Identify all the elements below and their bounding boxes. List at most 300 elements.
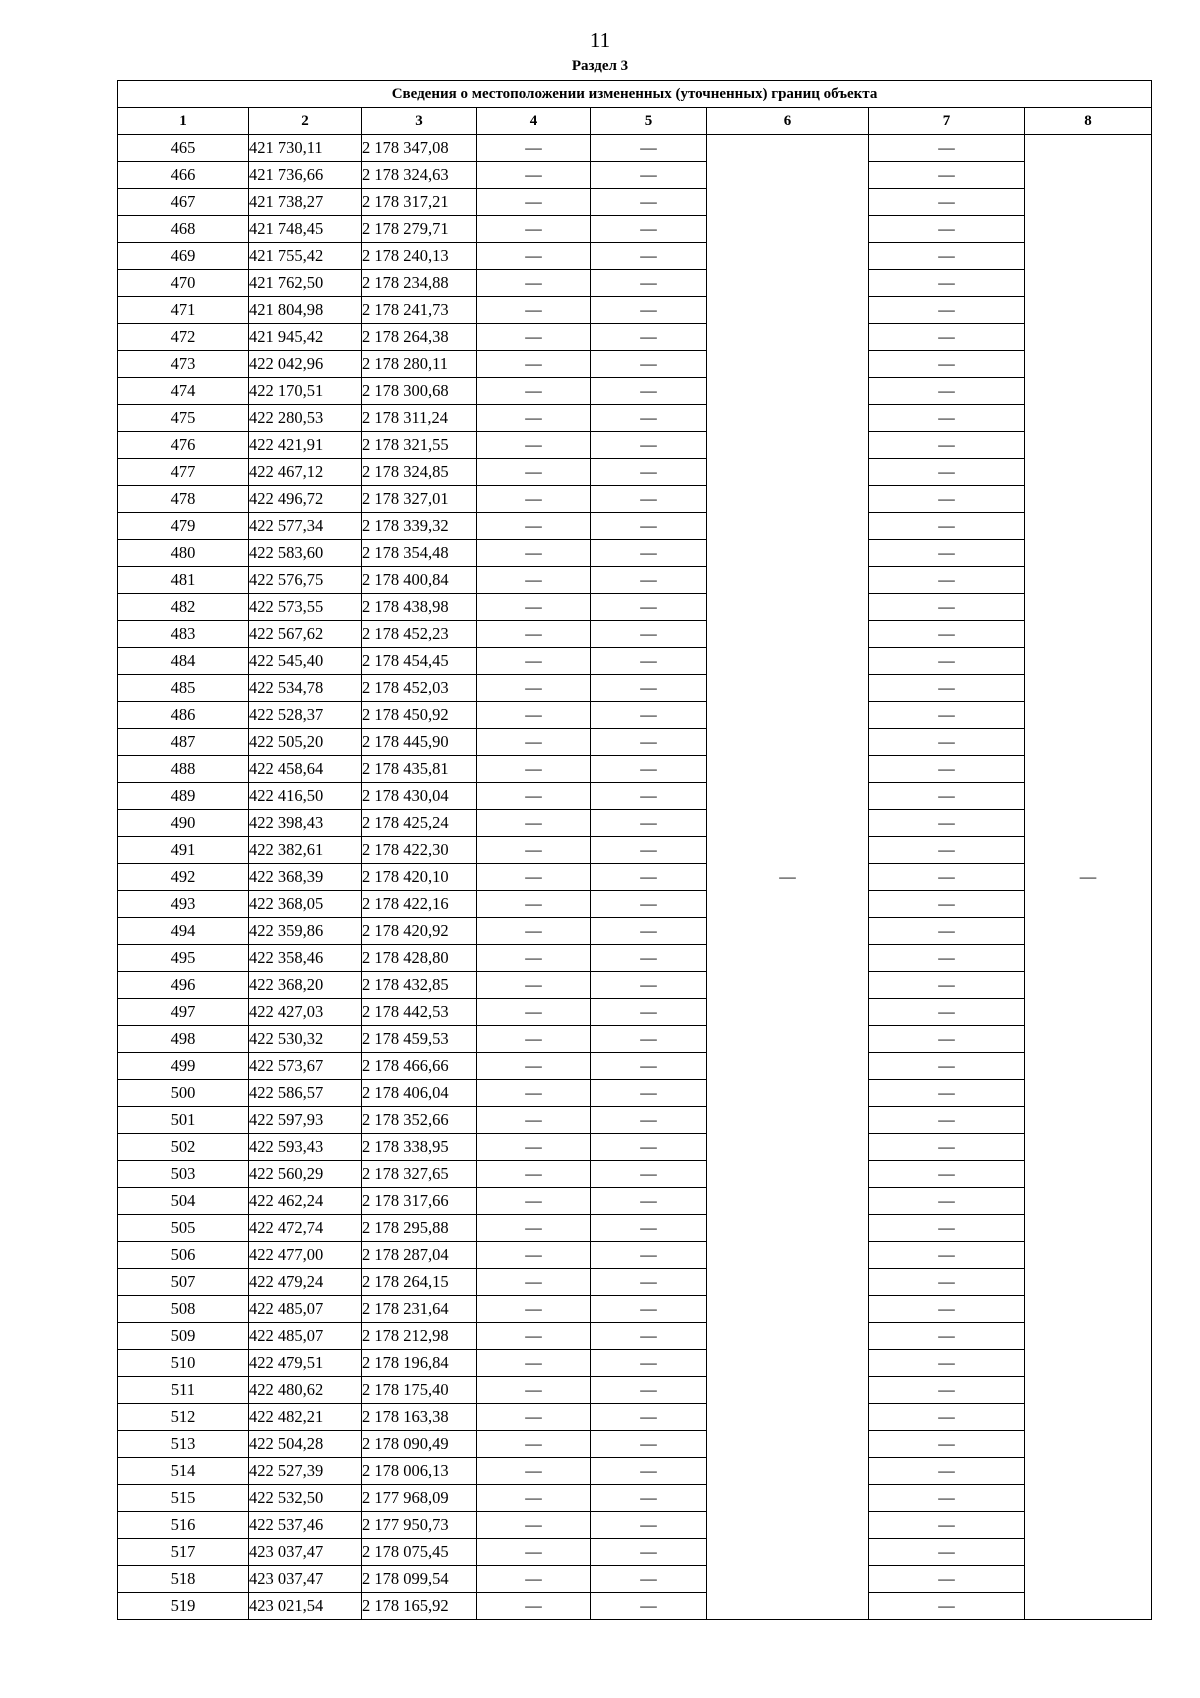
cell-dash-col5: — [591, 945, 707, 972]
point-number: 498 [118, 1026, 249, 1053]
cell-dash-col4: — [477, 621, 591, 648]
cell-dash-col4: — [477, 243, 591, 270]
cell-dash-col7: — [869, 405, 1025, 432]
merged-cell-col8: — [1025, 135, 1152, 1620]
coordinate-y: 2 178 311,24 [362, 405, 477, 432]
cell-dash-col4: — [477, 972, 591, 999]
coordinate-x: 422 472,74 [249, 1215, 362, 1242]
point-number: 518 [118, 1566, 249, 1593]
table-row [118, 432, 1152, 459]
cell-dash-col7: — [869, 1512, 1025, 1539]
cell-dash-col5: — [591, 1215, 707, 1242]
cell-dash-col7: — [869, 1296, 1025, 1323]
cell-dash-col5: — [591, 1566, 707, 1593]
table-row [118, 837, 1152, 864]
coordinate-y: 2 178 295,88 [362, 1215, 477, 1242]
coordinate-y: 2 178 264,15 [362, 1269, 477, 1296]
cell-dash-col5: — [591, 1539, 707, 1566]
point-number: 504 [118, 1188, 249, 1215]
cell-dash-col7: — [869, 1458, 1025, 1485]
coordinate-x: 422 458,64 [249, 756, 362, 783]
point-number: 490 [118, 810, 249, 837]
cell-dash-col5: — [591, 270, 707, 297]
point-number: 503 [118, 1161, 249, 1188]
coordinate-x: 421 738,27 [249, 189, 362, 216]
cell-dash-col4: — [477, 351, 591, 378]
column-number: 5 [591, 108, 707, 135]
cell-dash-col4: — [477, 540, 591, 567]
coordinate-y: 2 178 279,71 [362, 216, 477, 243]
cell-dash-col7: — [869, 918, 1025, 945]
page-number: 11 [589, 28, 611, 52]
point-number: 510 [118, 1350, 249, 1377]
coordinate-y: 2 178 466,66 [362, 1053, 477, 1080]
table-row [118, 1512, 1152, 1539]
coordinate-y: 2 178 175,40 [362, 1377, 477, 1404]
coordinate-x: 422 480,62 [249, 1377, 362, 1404]
column-number: 3 [362, 108, 477, 135]
cell-dash-col5: — [591, 1404, 707, 1431]
cell-dash-col7: — [869, 540, 1025, 567]
point-number: 501 [118, 1107, 249, 1134]
cell-dash-col7: — [869, 702, 1025, 729]
point-number: 489 [118, 783, 249, 810]
coordinate-y: 2 178 435,81 [362, 756, 477, 783]
coordinate-x: 422 398,43 [249, 810, 362, 837]
cell-dash-col4: — [477, 567, 591, 594]
cell-dash-col4: — [477, 216, 591, 243]
coordinate-x: 422 485,07 [249, 1296, 362, 1323]
coordinate-x: 422 416,50 [249, 783, 362, 810]
coordinate-x: 422 576,75 [249, 567, 362, 594]
point-number: 491 [118, 837, 249, 864]
cell-dash-col7: — [869, 297, 1025, 324]
cell-dash-col4: — [477, 1134, 591, 1161]
coordinate-x: 421 804,98 [249, 297, 362, 324]
coordinate-y: 2 178 075,45 [362, 1539, 477, 1566]
table-row [118, 1134, 1152, 1161]
point-number: 479 [118, 513, 249, 540]
coordinate-y: 2 178 459,53 [362, 1026, 477, 1053]
coordinate-x: 422 485,07 [249, 1323, 362, 1350]
point-number: 516 [118, 1512, 249, 1539]
cell-dash-col7: — [869, 135, 1025, 162]
cell-dash-col7: — [869, 1242, 1025, 1269]
cell-dash-col5: — [591, 486, 707, 513]
cell-dash-col5: — [591, 189, 707, 216]
coordinate-y: 2 178 354,48 [362, 540, 477, 567]
point-number: 481 [118, 567, 249, 594]
coordinate-y: 2 178 280,11 [362, 351, 477, 378]
cell-dash-col7: — [869, 513, 1025, 540]
cell-dash-col5: — [591, 837, 707, 864]
cell-dash-col7: — [869, 378, 1025, 405]
cell-dash-col5: — [591, 135, 707, 162]
coordinate-x: 422 583,60 [249, 540, 362, 567]
table-caption: Сведения о местоположении измененных (уточненных) границ объекта [118, 81, 1152, 108]
coordinate-y: 2 178 324,63 [362, 162, 477, 189]
cell-dash-col4: — [477, 1080, 591, 1107]
cell-dash-col7: — [869, 189, 1025, 216]
table-row [118, 1350, 1152, 1377]
cell-dash-col4: — [477, 162, 591, 189]
point-number: 499 [118, 1053, 249, 1080]
coordinate-y: 2 178 442,53 [362, 999, 477, 1026]
coordinate-x: 421 945,42 [249, 324, 362, 351]
coordinate-x: 422 577,34 [249, 513, 362, 540]
coordinate-y: 2 178 321,55 [362, 432, 477, 459]
point-number: 475 [118, 405, 249, 432]
column-number: 1 [118, 108, 249, 135]
coordinate-x: 422 496,72 [249, 486, 362, 513]
cell-dash-col4: — [477, 864, 591, 891]
table-row [118, 567, 1152, 594]
cell-dash-col7: — [869, 1377, 1025, 1404]
cell-dash-col5: — [591, 243, 707, 270]
cell-dash-col5: — [591, 1161, 707, 1188]
coordinate-y: 2 178 347,08 [362, 135, 477, 162]
coordinate-y: 2 178 163,38 [362, 1404, 477, 1431]
table-row [118, 972, 1152, 999]
cell-dash-col5: — [591, 162, 707, 189]
cell-dash-col4: — [477, 1485, 591, 1512]
table-row [118, 1458, 1152, 1485]
cell-dash-col5: — [591, 459, 707, 486]
table-row [118, 1161, 1152, 1188]
coordinate-y: 2 178 438,98 [362, 594, 477, 621]
coordinate-x: 421 755,42 [249, 243, 362, 270]
cell-dash-col4: — [477, 1026, 591, 1053]
coordinate-x: 422 504,28 [249, 1431, 362, 1458]
cell-dash-col4: — [477, 783, 591, 810]
coordinate-y: 2 178 241,73 [362, 297, 477, 324]
cell-dash-col7: — [869, 1053, 1025, 1080]
cell-dash-col4: — [477, 1539, 591, 1566]
coordinate-x: 422 534,78 [249, 675, 362, 702]
table-row [118, 675, 1152, 702]
point-number: 487 [118, 729, 249, 756]
coordinate-x: 421 736,66 [249, 162, 362, 189]
cell-dash-col5: — [591, 648, 707, 675]
coordinate-y: 2 178 422,16 [362, 891, 477, 918]
coordinate-x: 422 482,21 [249, 1404, 362, 1431]
cell-dash-col4: — [477, 1269, 591, 1296]
point-number: 485 [118, 675, 249, 702]
cell-dash-col5: — [591, 405, 707, 432]
point-number: 508 [118, 1296, 249, 1323]
cell-dash-col5: — [591, 1107, 707, 1134]
cell-dash-col4: — [477, 1107, 591, 1134]
cell-dash-col4: — [477, 1053, 591, 1080]
cell-dash-col5: — [591, 891, 707, 918]
point-number: 513 [118, 1431, 249, 1458]
point-number: 486 [118, 702, 249, 729]
table-row [118, 621, 1152, 648]
point-number: 465 [118, 135, 249, 162]
table-row [118, 918, 1152, 945]
cell-dash-col5: — [591, 702, 707, 729]
table-body [118, 135, 1152, 1620]
point-number: 473 [118, 351, 249, 378]
coordinate-y: 2 178 231,64 [362, 1296, 477, 1323]
cell-dash-col5: — [591, 783, 707, 810]
point-number: 519 [118, 1593, 249, 1620]
coordinate-y: 2 177 950,73 [362, 1512, 477, 1539]
cell-dash-col7: — [869, 729, 1025, 756]
cell-dash-col4: — [477, 1431, 591, 1458]
cell-dash-col4: — [477, 918, 591, 945]
cell-dash-col7: — [869, 756, 1025, 783]
cell-dash-col4: — [477, 1404, 591, 1431]
cell-dash-col4: — [477, 648, 591, 675]
coordinate-x: 421 748,45 [249, 216, 362, 243]
coordinate-x: 422 530,32 [249, 1026, 362, 1053]
table-row [118, 459, 1152, 486]
point-number: 512 [118, 1404, 249, 1431]
cell-dash-col5: — [591, 1026, 707, 1053]
cell-dash-col5: — [591, 513, 707, 540]
point-number: 488 [118, 756, 249, 783]
coordinate-x: 422 467,12 [249, 459, 362, 486]
cell-dash-col7: — [869, 621, 1025, 648]
cell-dash-col4: — [477, 756, 591, 783]
cell-dash-col7: — [869, 1593, 1025, 1620]
coordinate-y: 2 178 338,95 [362, 1134, 477, 1161]
cell-dash-col4: — [477, 1377, 591, 1404]
coordinate-y: 2 178 452,03 [362, 675, 477, 702]
cell-dash-col5: — [591, 567, 707, 594]
coordinate-y: 2 178 327,01 [362, 486, 477, 513]
coordinate-y: 2 178 099,54 [362, 1566, 477, 1593]
cell-dash-col5: — [591, 1134, 707, 1161]
coordinate-y: 2 178 234,88 [362, 270, 477, 297]
coordinate-y: 2 178 212,98 [362, 1323, 477, 1350]
point-number: 506 [118, 1242, 249, 1269]
coordinate-x: 422 421,91 [249, 432, 362, 459]
table-row [118, 405, 1152, 432]
point-number: 471 [118, 297, 249, 324]
cell-dash-col4: — [477, 810, 591, 837]
table-row [118, 810, 1152, 837]
cell-dash-col7: — [869, 1566, 1025, 1593]
cell-dash-col5: — [591, 621, 707, 648]
point-number: 500 [118, 1080, 249, 1107]
point-number: 468 [118, 216, 249, 243]
cell-dash-col7: — [869, 891, 1025, 918]
table-row [118, 189, 1152, 216]
cell-dash-col7: — [869, 567, 1025, 594]
point-number: 478 [118, 486, 249, 513]
coordinate-x: 422 427,03 [249, 999, 362, 1026]
table-row [118, 1485, 1152, 1512]
cell-dash-col7: — [869, 945, 1025, 972]
cell-dash-col4: — [477, 702, 591, 729]
point-number: 497 [118, 999, 249, 1026]
cell-dash-col7: — [869, 594, 1025, 621]
coordinate-y: 2 178 352,66 [362, 1107, 477, 1134]
cell-dash-col7: — [869, 648, 1025, 675]
coordinate-x: 422 368,20 [249, 972, 362, 999]
cell-dash-col7: — [869, 432, 1025, 459]
table-row [118, 729, 1152, 756]
cell-dash-col4: — [477, 675, 591, 702]
column-number: 8 [1025, 108, 1152, 135]
coordinate-x: 423 037,47 [249, 1539, 362, 1566]
cell-dash-col5: — [591, 378, 707, 405]
cell-dash-col4: — [477, 324, 591, 351]
point-number: 470 [118, 270, 249, 297]
coordinate-y: 2 178 454,45 [362, 648, 477, 675]
coordinate-x: 422 527,39 [249, 1458, 362, 1485]
table-row [118, 1107, 1152, 1134]
table-row [118, 1566, 1152, 1593]
cell-dash-col4: — [477, 1242, 591, 1269]
coordinate-y: 2 178 445,90 [362, 729, 477, 756]
point-number: 517 [118, 1539, 249, 1566]
point-number: 495 [118, 945, 249, 972]
point-number: 507 [118, 1269, 249, 1296]
cell-dash-col4: — [477, 405, 591, 432]
cell-dash-col4: — [477, 1215, 591, 1242]
coordinate-x: 422 560,29 [249, 1161, 362, 1188]
point-number: 515 [118, 1485, 249, 1512]
cell-dash-col7: — [869, 1404, 1025, 1431]
table-row [118, 702, 1152, 729]
cell-dash-col4: — [477, 837, 591, 864]
cell-dash-col5: — [591, 1242, 707, 1269]
cell-dash-col5: — [591, 1512, 707, 1539]
cell-dash-col5: — [591, 297, 707, 324]
cell-dash-col5: — [591, 1269, 707, 1296]
cell-dash-col7: — [869, 1485, 1025, 1512]
table-row [118, 1080, 1152, 1107]
cell-dash-col7: — [869, 162, 1025, 189]
cell-dash-col7: — [869, 1323, 1025, 1350]
coordinate-x: 423 037,47 [249, 1566, 362, 1593]
coordinate-x: 422 358,46 [249, 945, 362, 972]
coordinate-y: 2 178 428,80 [362, 945, 477, 972]
point-number: 480 [118, 540, 249, 567]
cell-dash-col5: — [591, 999, 707, 1026]
cell-dash-col7: — [869, 675, 1025, 702]
coordinate-x: 422 382,61 [249, 837, 362, 864]
coordinate-x: 422 368,39 [249, 864, 362, 891]
cell-dash-col4: — [477, 189, 591, 216]
table-row [118, 216, 1152, 243]
cell-dash-col4: — [477, 135, 591, 162]
point-number: 477 [118, 459, 249, 486]
merged-cell-col6: — [707, 135, 869, 1620]
cell-dash-col7: — [869, 1188, 1025, 1215]
point-number: 474 [118, 378, 249, 405]
coordinates-table [117, 80, 1152, 1620]
coordinate-y: 2 178 324,85 [362, 459, 477, 486]
cell-dash-col5: — [591, 810, 707, 837]
coordinate-y: 2 178 430,04 [362, 783, 477, 810]
cell-dash-col4: — [477, 1323, 591, 1350]
cell-dash-col4: — [477, 1566, 591, 1593]
coordinate-x: 422 170,51 [249, 378, 362, 405]
cell-dash-col4: — [477, 432, 591, 459]
cell-dash-col5: — [591, 216, 707, 243]
point-number: 505 [118, 1215, 249, 1242]
table-row [118, 783, 1152, 810]
table-row [118, 1377, 1152, 1404]
cell-dash-col4: — [477, 297, 591, 324]
cell-dash-col4: — [477, 270, 591, 297]
cell-dash-col7: — [869, 351, 1025, 378]
cell-dash-col7: — [869, 216, 1025, 243]
cell-dash-col4: — [477, 513, 591, 540]
coordinate-y: 2 178 452,23 [362, 621, 477, 648]
point-number: 469 [118, 243, 249, 270]
cell-dash-col4: — [477, 1296, 591, 1323]
cell-dash-col5: — [591, 1080, 707, 1107]
coordinate-x: 422 573,67 [249, 1053, 362, 1080]
coordinate-x: 422 280,53 [249, 405, 362, 432]
coordinate-y: 2 178 420,10 [362, 864, 477, 891]
cell-dash-col7: — [869, 324, 1025, 351]
coordinate-y: 2 178 420,92 [362, 918, 477, 945]
table-row [118, 270, 1152, 297]
cell-dash-col4: — [477, 1593, 591, 1620]
table-row [118, 351, 1152, 378]
coordinate-x: 422 573,55 [249, 594, 362, 621]
cell-dash-col7: — [869, 459, 1025, 486]
cell-dash-col7: — [869, 1215, 1025, 1242]
coordinate-y: 2 178 317,21 [362, 189, 477, 216]
coordinate-y: 2 178 317,66 [362, 1188, 477, 1215]
point-number: 492 [118, 864, 249, 891]
table-row [118, 1188, 1152, 1215]
table-row [118, 297, 1152, 324]
cell-dash-col5: — [591, 1188, 707, 1215]
table-row [118, 162, 1152, 189]
table-row [118, 891, 1152, 918]
coordinate-x: 422 477,00 [249, 1242, 362, 1269]
table-row [118, 1053, 1152, 1080]
cell-dash-col7: — [869, 270, 1025, 297]
point-number: 467 [118, 189, 249, 216]
cell-dash-col5: — [591, 351, 707, 378]
table-row [118, 864, 1152, 891]
cell-dash-col7: — [869, 837, 1025, 864]
cell-dash-col4: — [477, 1458, 591, 1485]
point-number: 494 [118, 918, 249, 945]
coordinate-y: 2 178 400,84 [362, 567, 477, 594]
coordinate-x: 422 479,24 [249, 1269, 362, 1296]
cell-dash-col5: — [591, 1350, 707, 1377]
cell-dash-col4: — [477, 891, 591, 918]
point-number: 514 [118, 1458, 249, 1485]
coordinate-y: 2 178 006,13 [362, 1458, 477, 1485]
coordinate-y: 2 178 196,84 [362, 1350, 477, 1377]
column-number: 6 [707, 108, 869, 135]
cell-dash-col7: — [869, 486, 1025, 513]
coordinate-y: 2 178 300,68 [362, 378, 477, 405]
cell-dash-col4: — [477, 999, 591, 1026]
cell-dash-col5: — [591, 675, 707, 702]
cell-dash-col7: — [869, 1431, 1025, 1458]
table-row [118, 324, 1152, 351]
point-number: 476 [118, 432, 249, 459]
coordinate-y: 2 178 287,04 [362, 1242, 477, 1269]
table-row [118, 1215, 1152, 1242]
point-number: 502 [118, 1134, 249, 1161]
cell-dash-col5: — [591, 1323, 707, 1350]
point-number: 484 [118, 648, 249, 675]
coordinate-x: 422 593,43 [249, 1134, 362, 1161]
